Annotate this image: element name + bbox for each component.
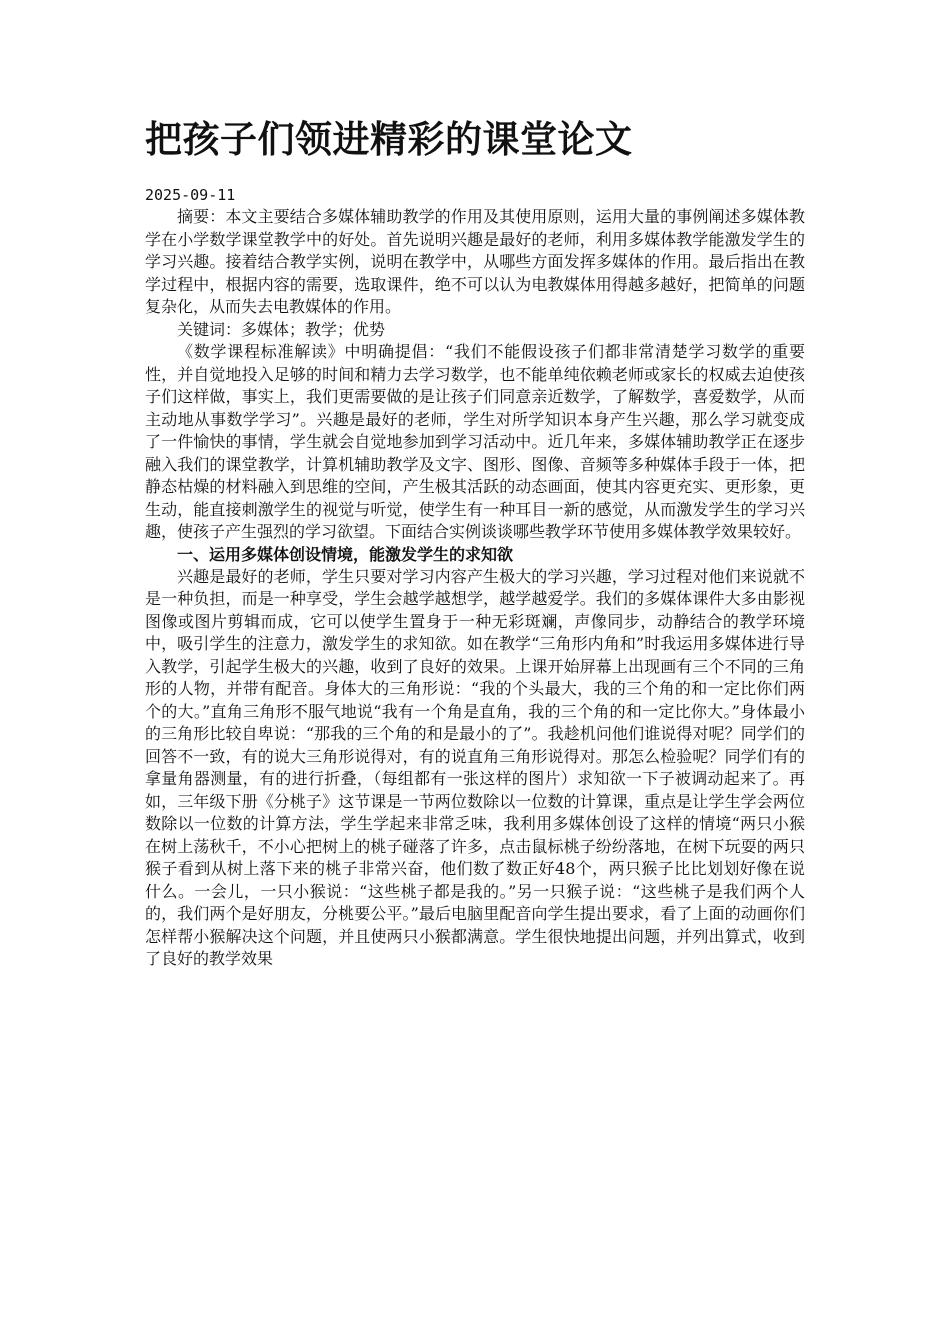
document-page xyxy=(145,112,805,971)
article-title: 把孩子们领进精彩的课堂论文 xyxy=(145,118,633,161)
intro-paragraph: 《数学课程标准解读》中明确提倡：“我们不能假设孩子们都非常清楚学习数学的重要性，并自觉地投入足够的时间和精力去学习数学，也不能单纯依赖老师或家长的权威去迫使孩子们这样做，事实上，我们更需要做的是让孩子们同意亲近数学，了解数学，喜爱数学，从而主动地从事数学学习”。兴趣是最好的老师，学生对所学知识本身产生兴趣，那么学习就变成了一件愉快的事情，学生就会自觉地参加到学习活动中。近几年来，多媒体辅助教学正在逐步融入我们的课堂教学，计算机辅助教学及文字、图形、图像、音频等多种媒体手段于一体，把静态枯燥的材料融入到思维的空间，产生极其活跃的动态画面，使其内容更充实、更形象，更生动，能直接刺激学生的视觉与听觉，使学生有一种耳目一新的感觉，从而激发学生的学习兴趣，使孩子产生强烈的学习欲望。下面结合实例谈谈哪些教学环节使用多媒体教学效果较好。 xyxy=(145,342,805,541)
section-body-paragraph: 兴趣是最好的老师，学生只要对学习内容产生极大的学习兴趣，学习过程对他们来说就不是一种负担，而是一种享受，学生会越学越想学，越学越爱学。我们的多媒体课件大多由影视图像或图片剪辑而成，它可以使学生置身于一种无彩斑斓，声像同步，动静结合的教学环境中，吸引学生的注意力，激发学生的求知欲。如在教学“三角形内角和”时我运用多媒体进行导入教学，引起学生极大的兴趣，收到了良好的效果。上课开始屏幕上出现画有三个不同的三角形的人物，并带有配音。身体大的三角形说：“我的个头最大，我的三个角的和一定比你们两个的大。”直角三角形不服气地说“我有一个角是直角，我的三个角的和一定比你大。”身体最小的三角形比较自卑说：“那我的三个角的和是最小的了”。我趁机问他们谁说得对呢？同学们的回答不一致，有的说大三角形说得对，有的说直角三角形说得对。那怎么检验呢？同学们有的拿量角器测量，有的进行折叠，（每组都有一张这样的图片）求知欲一下子被调动起来了。再如，三年级下册《分桃子》这节课是一节两位数除以一位数的计算课，重点是让学生学会两位数除以一位数的计算方法，学生学起来非常乏味，我利用多媒体创设了这样的情境“两只小猴在树上荡秋千，不小心把树上的桃子碰落了许多，点击鼠标桃子纷纷落地，在树下玩耍的两只猴子看到从树上落下来的桃子非常兴奋，他们数了数正好48个，两只猴子比比划划好像在说什么。一会儿，一只小猴说：“这些桃子都是我的。”另一只猴子说：“这些桃子是我们两个人的，我们两个是好朋友，分桃要公平。”最后电脑里配音向学生提出要求，看了上面的动画你们怎样帮小猴解决这个问题，并且使两只小猴都满意。学生很快地提出问题，并列出算式，收到了良好的教学效果 xyxy=(145,566,805,968)
keywords-paragraph: 关键词：多媒体；教学；优势 xyxy=(177,319,386,339)
publish-date: 2025-09-11 xyxy=(145,186,236,204)
abstract-paragraph: 摘要：本文主要结合多媒体辅助教学的作用及其使用原则，运用大量的事例阐述多媒体教学在小学数学课堂教学中的好处。首先说明兴趣是最好的老师，利用多媒体教学能激发学生的学习兴趣。接着结合教学实例，说明在教学中，从哪些方面发挥多媒体的作用。最后指出在教学过程中，根据内容的需要，选取课件，绝不可以认为电教媒体用得越多越好，把简单的问题复杂化，从而失去电教媒体的作用。 xyxy=(145,207,805,316)
section-heading: 一、运用多媒体创设情境，能激发学生的求知欲 xyxy=(177,544,514,564)
